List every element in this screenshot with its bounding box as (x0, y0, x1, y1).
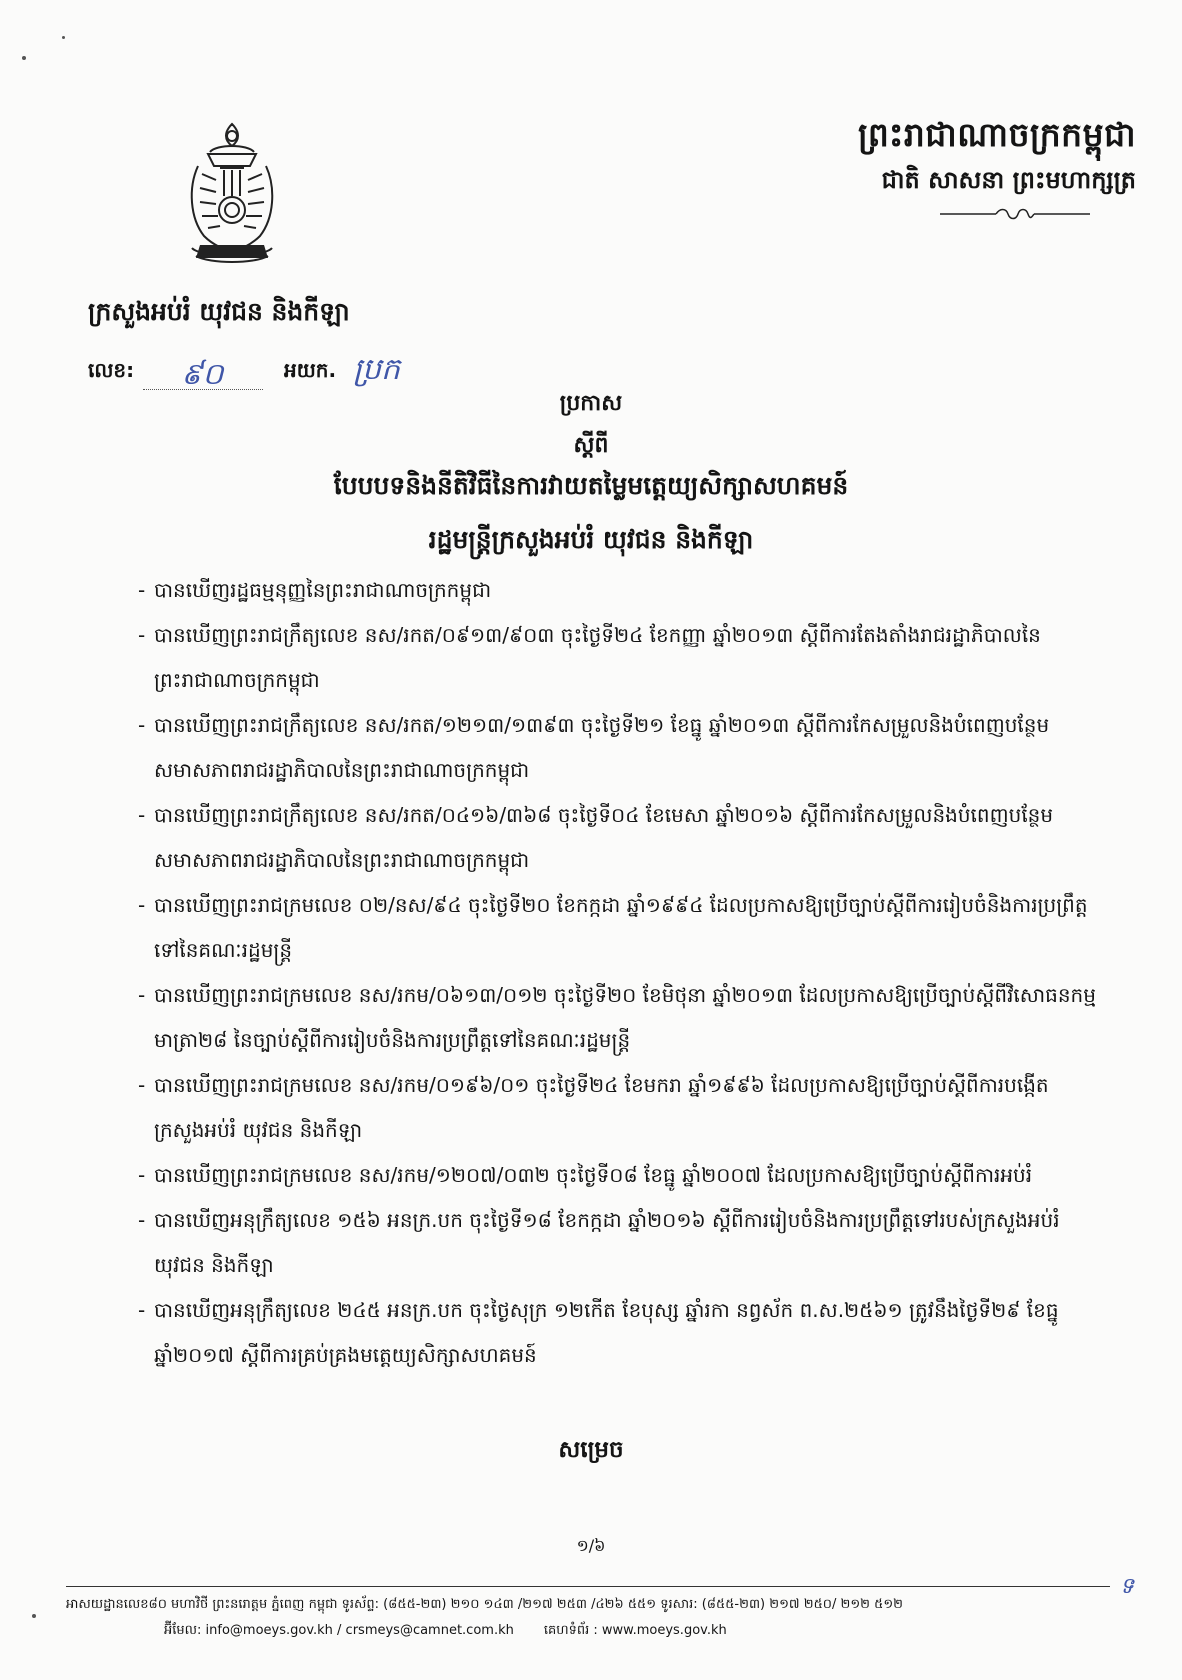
scan-speck (62, 36, 65, 39)
footer-address: អាសយដ្ឋានលេខ៨០ មហាវិថី ព្រះនរោត្តម ភ្នំពេញ កម្ពុជា ទូរស័ព្ទ: (៨៥៥-២៣) ២១០ ១៤៣ /២១៧ ២៥៣ /៤២៦ ៥៥១ ទូរសារ: (៨៥៥-២៣) ២១៧ ២៥០/ ២១២ ៥១២ (66, 1597, 904, 1612)
recital-item: - បានឃើញព្រះរាជក្រមលេខ នស/រកម/០៦១៣/០១២ ចុះថ្ងៃទី២០ ខែមិថុនា ឆ្នាំ២០១៣ ដែលប្រកាសឱ្យប្រើច្បាប់ស្តីពីវិសោធនកម្មមាត្រា២៨ នៃច្បាប់ស្តីពីការរៀបចំនិងការប្រព្រឹត្តទៅនៃគណៈរដ្ឋមន្ត្រី (138, 983, 1096, 1052)
number-label: លេខ: (88, 358, 135, 382)
reference-line (88, 350, 400, 390)
recital-item: - បានឃើញព្រះរាជក្រឹត្យលេខ នស/រកត/១២១៣/១៣៩៣ ចុះថ្ងៃទី២១ ខែធ្នូ ឆ្នាំ២០១៣ ស្តីពីការកែសម្រួលនិងបំពេញបន្ថែមសមាសភាពរាជរដ្ឋាភិបាលនៃព្រះរាជាណាចក្រកម្ពុជា (138, 713, 1050, 782)
kingdom-name: ព្រះរាជាណាចក្រកម្ពុជា (858, 115, 1136, 154)
footer-email: អ៊ីមែល: info@moeys.gov.kh / crsmeys@camnet.com.kh (164, 1623, 514, 1638)
ministry-name: ក្រសួងអប់រំ យុវជន និងកីឡា (88, 297, 350, 326)
recital-item: - បានឃើញព្រះរាជក្រឹត្យលេខ នស/រកត/០៩១៣/៩០៣ ចុះថ្ងៃទី២៤ ខែកញ្ញា ឆ្នាំ២០១៣ ស្តីពីការតែងតាំងរាជរដ្ឋាភិបាលនៃព្រះរាជាណាចក្រកម្ពុជា (138, 623, 1041, 692)
ministry-emblem-icon (180, 118, 284, 268)
footer-website: គេហទំព័រ : www.moeys.gov.kh (543, 1623, 727, 1638)
code-label: អយក. (284, 358, 337, 382)
document-subject: បែបបទនិងនីតិវិធីនៃការវាយតម្លៃមត្តេយ្យសិក្សាសហគមន៍ (333, 471, 849, 500)
concerning-label: ស្តីពី (573, 433, 609, 458)
recital-item: - បានឃើញរដ្ឋធម្មនុញ្ញនៃព្រះរាជាណាចក្រកម្ពុជា (138, 578, 492, 602)
recitals-list (138, 568, 1098, 1378)
recital-item: - បានឃើញអនុក្រឹត្យលេខ ២៤៥ អនក្រ.បក ចុះថ្ងៃសុក្រ ១២កើត ខែបុស្ស ឆ្នាំរកា នព្វស័ក ព.ស.២៥៦១ ត្រូវនឹងថ្ងៃទី២៩ ខែធ្នូ ឆ្នាំ២០១៧ ស្តីពីការគ្រប់គ្រងមត្តេយ្យសិក្សាសហគមន៍ (138, 1298, 1059, 1367)
scan-speck (22, 56, 26, 60)
recital-item: - បានឃើញព្រះរាជក្រមលេខ នស/រកម/១២០៧/០៣២ ចុះថ្ងៃទី០៨ ខែធ្នូ ឆ្នាំ២០០៧ ដែលប្រកាសឱ្យប្រើច្បាប់ស្តីពីការអប់រំ (138, 1163, 1033, 1187)
footer-contact (164, 1620, 1182, 1642)
document-type: ប្រកាស (559, 391, 623, 416)
national-motto: ជាតិ សាសនា ព្រះមហាក្សត្រ (881, 166, 1136, 194)
scan-speck (32, 1614, 36, 1618)
recital-item: - បានឃើញព្រះរាជក្រមលេខ នស/រកម/០១៩៦/០១ ចុះថ្ងៃទី២៤ ខែមករា ឆ្នាំ១៩៩៦ ដែលប្រកាសឱ្យប្រើច្បាប់ស្តីពីការបង្កើតក្រសួងអប់រំ យុវជន និងកីឡា (138, 1073, 1049, 1142)
ornament-divider-icon (940, 205, 1090, 221)
decision-heading: សម្រេច (558, 1437, 624, 1463)
footer-divider (66, 1586, 1110, 1587)
recital-item: - បានឃើញព្រះរាជក្រឹត្យលេខ នស/រកត/០៤១៦/៣៦៨ ចុះថ្ងៃទី០៤ ខែមេសា ឆ្នាំ២០១៦ ស្តីពីការកែសម្រួលនិងបំពេញបន្ថែមសមាសភាពរាជរដ្ឋាភិបាលនៃព្រះរាជាណាចក្រកម្ពុជា (138, 803, 1054, 872)
page-number: ១/៦ (576, 1536, 606, 1555)
recital-item: - បានឃើញអនុក្រឹត្យលេខ ១៥៦ អនក្រ.បក ចុះថ្ងៃទី១៨ ខែកក្កដា ឆ្នាំ២០១៦ ស្តីពីការរៀបចំនិងការប្រព្រឹត្តទៅរបស់ក្រសួងអប់រំ យុវជន និងកីឡា (138, 1208, 1060, 1277)
recital-item: - បានឃើញព្រះរាជក្រមលេខ ០២/នស/៩៤ ចុះថ្ងៃទី២០ ខែកក្កដា ឆ្នាំ១៩៩៤ ដែលប្រកាសឱ្យប្រើច្បាប់ស្តីពីការរៀបចំនិងការប្រព្រឹត្តទៅនៃគណៈរដ្ឋមន្ត្រី (138, 893, 1088, 962)
handwritten-code: ប្រក (353, 352, 401, 387)
handwritten-number: ៩០ (181, 357, 224, 392)
handwritten-initial: ទ (1120, 1574, 1134, 1599)
issuer-title: រដ្ឋមន្ត្រីក្រសួងអប់រំ យុវជន និងកីឡា (428, 525, 754, 554)
kingdom-header (756, 110, 1136, 200)
